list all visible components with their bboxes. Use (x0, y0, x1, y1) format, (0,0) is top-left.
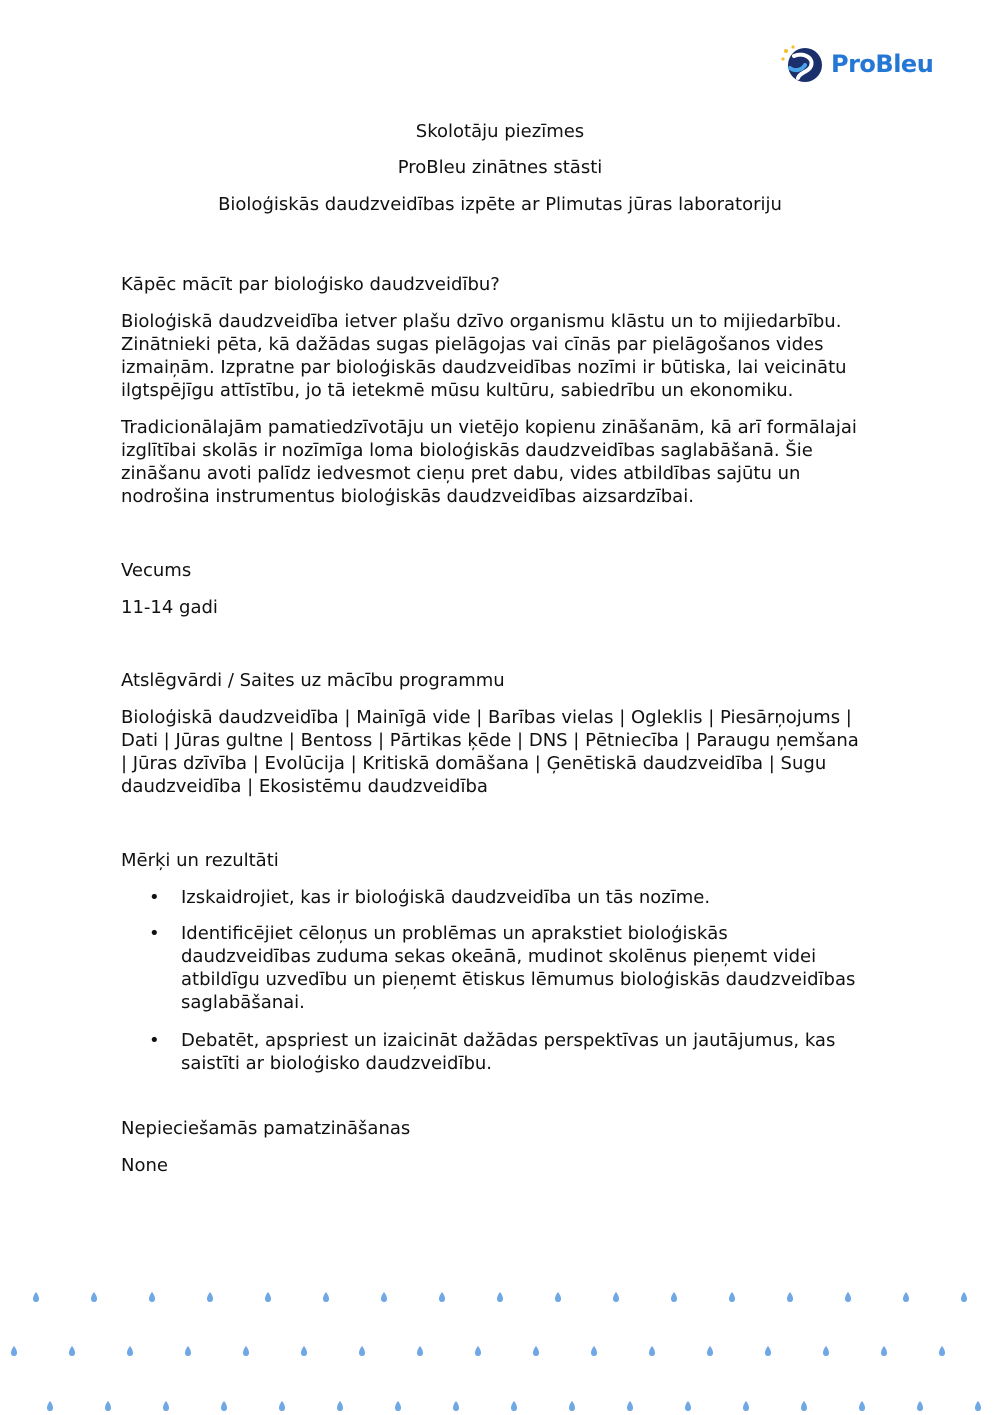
logo-star-icon (791, 45, 794, 48)
droplet-icon (787, 1292, 793, 1302)
paragraph-line: izglītībai skolās ir nozīmīga loma bioloģiskās daudzveidības saglabāšanā. Šie (121, 440, 813, 461)
droplet-icon (163, 1401, 169, 1411)
droplet-icon (627, 1401, 633, 1411)
droplet-icon (69, 1346, 75, 1356)
keywords-list (121, 706, 891, 798)
bullet-icon: • (149, 923, 160, 944)
droplet-icon (497, 1292, 503, 1302)
droplet-icon (279, 1401, 285, 1411)
paragraph-line: nodrošina instrumentus bioloģiskās daudzveidības aizsardzībai. (121, 486, 694, 507)
droplet-icon (823, 1346, 829, 1356)
droplet-icon (613, 1292, 619, 1302)
droplet-icon (975, 1401, 981, 1411)
droplet-icon (323, 1292, 329, 1302)
droplet-icon (33, 1292, 39, 1302)
droplet-icon (207, 1292, 213, 1302)
paragraph-line: Bioloģiskā daudzveidība ietver plašu dzīvo organismu klāstu un to mijiedarbību. (121, 311, 842, 332)
droplet-icon (511, 1401, 517, 1411)
droplet-icon (337, 1401, 343, 1411)
goal-line: atbildīgu uzvedību un pieņemt ētiskus lēmumus bioloģiskās daudzveidības (181, 969, 856, 990)
droplet-icon (591, 1346, 597, 1356)
droplet-icon (939, 1346, 945, 1356)
droplet-icon (729, 1292, 735, 1302)
droplet-icon (381, 1292, 387, 1302)
droplet-icon (395, 1401, 401, 1411)
paragraph-line: izmaiņām. Izpratne par bioloģiskās daudzveidības nozīmi ir būtiska, lai veicinātu (121, 357, 847, 378)
droplet-icon (743, 1401, 749, 1411)
keywords-line: | Jūras dzīvība | Evolūcija | Kritiskā domāšana | Ģenētiskā daudzveidība | Sugu (121, 753, 827, 774)
logo-star-icon (781, 57, 784, 60)
paragraph-line: Zinātnieki pēta, kā dažādas sugas pielāgojas vai cīnās par pielāgošanos vides (121, 334, 824, 355)
droplet-icon (859, 1401, 865, 1411)
droplet-icon (881, 1346, 887, 1356)
goals-heading: Mērķi un rezultāti (121, 850, 279, 871)
goal-line: daudzveidības zuduma sekas okeānā, mudinot skolēnus pieņemt videi (181, 946, 817, 967)
why-paragraph-1 (121, 310, 891, 402)
droplet-icon (185, 1346, 191, 1356)
droplet-icon (801, 1401, 807, 1411)
keywords-line: Dati | Jūras gultne | Bentoss | Pārtikas ķēde | DNS | Pētniecība | Paraugu ņemšana (121, 730, 859, 751)
goal-line: Debatēt, apspriest un izaicināt dažādas perspektīvas un jautājumus, kas (181, 1030, 836, 1051)
keywords-line: daudzveidība | Ekosistēmu daudzveidība (121, 776, 488, 797)
droplet-icon (243, 1346, 249, 1356)
droplet-icon (149, 1292, 155, 1302)
age-value: 11-14 gadi (121, 597, 218, 618)
goal-line: Izskaidrojiet, kas ir bioloģiskā daudzveidība un tās nozīme. (181, 887, 711, 908)
droplet-icon (845, 1292, 851, 1302)
paragraph-line: zināšanu avoti palīdz iedvesmot cieņu pret dabu, vides atbildības sajūtu un (121, 463, 801, 484)
droplet-icon (91, 1292, 97, 1302)
droplet-icon (961, 1292, 967, 1302)
droplet-icon (127, 1346, 133, 1356)
droplet-icon (105, 1401, 111, 1411)
age-heading: Vecums (121, 560, 192, 581)
droplet-icon (221, 1401, 227, 1411)
lesson-title: Bioloģiskās daudzveidības izpēte ar Plimutas jūras laboratoriju (218, 194, 782, 215)
droplet-icon (11, 1346, 17, 1356)
paragraph-line: ilgtspējīgu attīstību, jo tā ietekmē mūsu kultūru, sabiedrību un ekonomiku. (121, 380, 794, 401)
goal-line: saglabāšanai. (181, 992, 305, 1013)
logo-wordmark: ProBleu (831, 50, 934, 78)
bullet-icon: • (149, 887, 160, 908)
why-heading: Kāpēc mācīt par bioloģisko daudzveidību? (121, 274, 500, 295)
droplet-icon (685, 1401, 691, 1411)
page-subtitle: ProBleu zinātnes stāsti (397, 157, 603, 178)
keywords-line: Bioloģiskā daudzveidība | Mainīgā vide | Barības vielas | Ogleklis | Piesārņojums | (121, 707, 852, 728)
droplet-icon (765, 1346, 771, 1356)
goal-line: saistīti ar bioloģisko daudzveidību. (181, 1053, 493, 1074)
page-title: Skolotāju piezīmes (415, 121, 585, 142)
why-paragraph-2 (121, 416, 891, 508)
keywords-heading: Atslēgvārdi / Saites uz mācību programmu (121, 670, 505, 691)
goal-line: Identificējiet cēloņus un problēmas un aprakstiet bioloģiskās (181, 923, 728, 944)
droplet-icon (439, 1292, 445, 1302)
droplet-icon (47, 1401, 53, 1411)
droplet-icon (417, 1346, 423, 1356)
droplet-icon (533, 1346, 539, 1356)
droplet-icon (555, 1292, 561, 1302)
droplet-icon (359, 1346, 365, 1356)
prereq-heading: Nepieciešamās pamatzināšanas (121, 1118, 411, 1139)
bullet-icon: • (149, 1030, 160, 1051)
droplet-icon (671, 1292, 677, 1302)
droplet-icon (265, 1292, 271, 1302)
prereq-value: None (121, 1155, 168, 1176)
logo-star-icon (784, 49, 788, 53)
droplet-icon (475, 1346, 481, 1356)
droplet-icon (301, 1346, 307, 1356)
paragraph-line: Tradicionālajām pamatiedzīvotāju un vietējo kopienu zināšanām, kā arī formālajai (121, 417, 857, 438)
droplet-icon (569, 1401, 575, 1411)
droplet-icon (917, 1401, 923, 1411)
droplet-icon (903, 1292, 909, 1302)
droplet-pattern (0, 1280, 1000, 1415)
droplet-icon (649, 1346, 655, 1356)
droplet-icon (707, 1346, 713, 1356)
droplet-icon (453, 1401, 459, 1411)
